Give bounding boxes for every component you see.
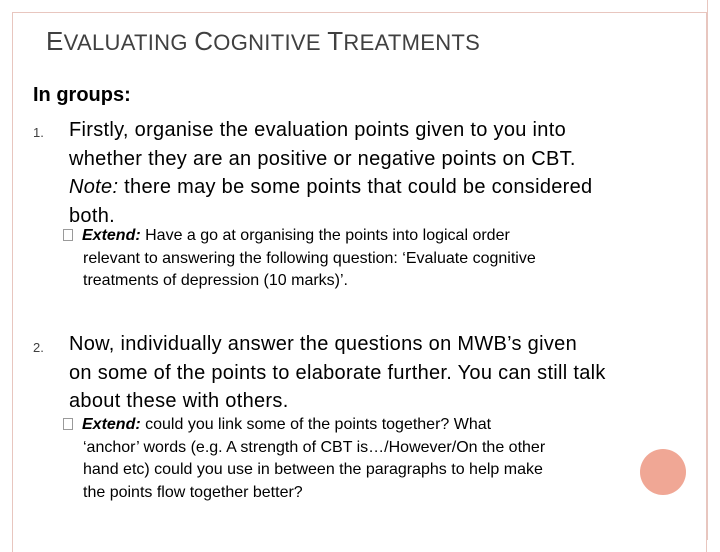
item-1-extend-line-3: treatments of depression (10 marks)’. [83,272,348,289]
item-1-text [69,116,592,230]
section-heading: In groups: [33,84,131,106]
item-2-line-3: about these with others. [69,390,289,412]
item-2-extend-line-1 [83,414,545,437]
slide-title [46,26,480,57]
item-1-note-label: Note: [69,176,119,198]
item-2-text [69,330,606,416]
slide-right-rule [707,0,708,540]
item-2-extend-line-2: ‘anchor’ words (e.g. A strength of CBT is…/However/On the other [83,438,546,456]
bullet-box-icon [63,229,73,241]
item-1-line-1: Firstly, organise the evaluation points given to you into [69,119,567,141]
item-1-note-line [69,173,592,202]
item-1-extend-text-1: Have a go at organising the points into logical order [140,227,510,244]
title-word-1: VALUATING [63,30,195,55]
item-2-number: 2. [33,340,44,355]
item-2-extend [83,414,545,504]
item-2-extend-line-4: the points flow together better? [83,483,303,501]
item-1-note-text: there may be some points that could be considered [118,176,593,198]
item-2-extend-text-1: could you link some of the points together? What [140,416,492,433]
item-1-extend-line-2: relevant to answering the following question: ‘Evaluate cognitive [83,249,536,267]
bullet-box-icon [63,418,73,430]
decorative-circle [640,449,686,495]
item-1-extend-label: Extend: [82,227,141,244]
title-word-3: REATMENTS [343,30,481,55]
item-1-extend-line-1 [83,225,536,248]
item-2-extend-line-3: hand etc) could you use in between the paragraphs to help make [83,461,543,478]
title-initial-1: E [46,26,64,56]
title-word-2: OGNITIVE [213,30,328,55]
item-1-line-2: whether they are an positive or negative points on CBT. [69,147,576,170]
item-1-note-line-2: both. [69,204,115,227]
item-2-extend-label: Extend: [82,416,141,433]
title-initial-2: C [194,26,214,56]
title-initial-3: T [327,26,344,56]
item-2-line-1: Now, individually answer the questions on MWB’s given [69,333,577,355]
item-1-extend [83,225,536,293]
item-2-line-2: on some of the points to elaborate further. You can still talk [69,361,606,384]
item-1-number: 1. [33,125,44,140]
